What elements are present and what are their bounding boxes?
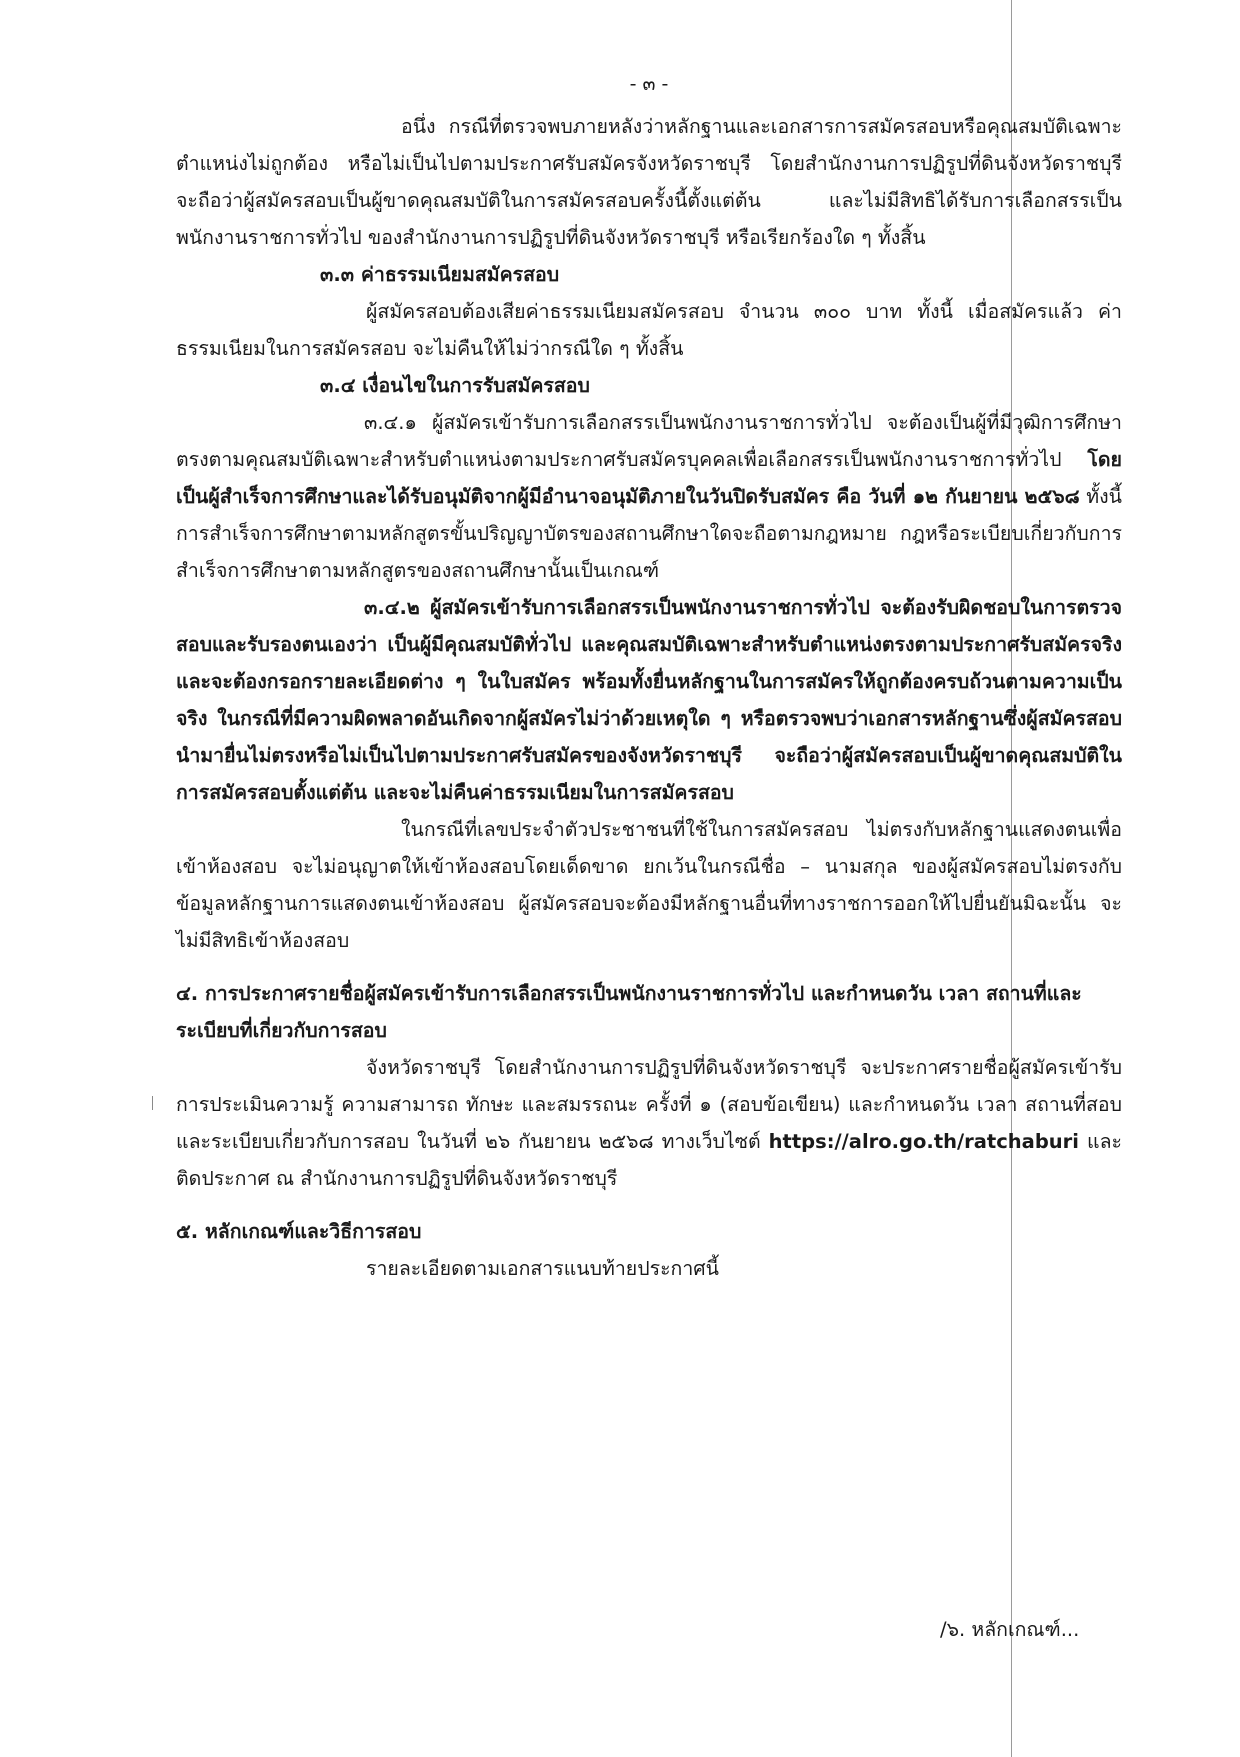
section-3-4-heading: ๓.๔ เงื่อนไขในการรับสมัครสอบ <box>320 374 590 397</box>
section-5-heading: ๕. หลักเกณฑ์และวิธีการสอบ <box>176 1220 422 1243</box>
id-card-paragraph: ในกรณีที่เลขประจำตัวประชาชนที่ใช้ในการสมัครสอบ ไม่ตรงกับหลักฐานแสดงตนเพื่อเข้าห้องสอบ จะไม่อนุญาตให้เข้าห้องสอบโดยเด็ดขาด ยกเว้นในกรณีชื่อ – นามสกุล ของผู้สมัครสอบไม่ตรงกับข้อมูลหลักฐานการแสดงตนเข้าห้องสอบ ผู้สมัครสอบจะต้องมีหลักฐานอื่นที่ทางราชการออกให้ไปยื่นยันมิฉะนั้น จะไม่มีสิทธิเข้าห้องสอบ <box>176 818 1122 952</box>
section-3-4-1-text-bold: โดยเป็นผู้สำเร็จการศึกษาและได้รับอนุมัติจากผู้มีอำนาจอนุมัติภายในวันปิดรับสมัคร คือ วันที่ ๑๒ กันยายน ๒๕๖๘ <box>176 448 1122 508</box>
scan-stray-mark <box>152 1096 153 1110</box>
section-5-body: รายละเอียดตามเอกสารแนบท้ายประกาศนี้ <box>366 1257 720 1280</box>
section-3-3-body: ผู้สมัครสอบต้องเสียค่าธรรมเนียมสมัครสอบ จำนวน ๓๐๐ บาท ทั้งนี้ เมื่อสมัครแล้ว ค่าธรรมเนียมในการสมัครสอบ จะไม่คืนให้ไม่ว่ากรณีใด ๆ ทั้งสิ้น <box>176 300 1122 360</box>
website-url: https://alro.go.th/ratchaburi <box>768 1130 1079 1153</box>
intro-paragraph: อนึ่ง กรณีที่ตรวจพบภายหลังว่าหลักฐานและเอกสารการสมัครสอบหรือคุณสมบัติเฉพาะตำแหน่งไม่ถูกต้อง หรือไม่เป็นไปตามประกาศรับสมัครจังหวัดราชบุรี โดยสำนักงานการปฏิรูปที่ดินจังหวัดราชบุรี จะถือว่าผู้สมัครสอบเป็นผู้ขาดคุณสมบัติในการสมัครสอบครั้งนี้ตั้งแต่ต้น และไม่มีสิทธิได้รับการเลือกสรรเป็นพนักงานราชการทั่วไป ของสำนักงานการปฏิรูปที่ดินจังหวัดราชบุรี หรือเรียกร้องใด ๆ ทั้งสิ้น <box>176 115 1122 249</box>
footer-continuation: /๖. หลักเกณฑ์... <box>940 1618 1080 1641</box>
document-body <box>176 70 1122 1287</box>
section-4-text-b: และติดประกาศ ณ สำนักงานการปฏิรูปที่ดินจังหวัดราชบุรี <box>176 1130 1122 1190</box>
section-3-4-1-paragraph <box>176 404 1122 589</box>
page-number: - ๓ - <box>629 73 669 95</box>
section-3-4-1-text-b: ทั้งนี้ การสำเร็จการศึกษาตามหลักสูตรขั้นปริญญาบัตรของสถานศึกษาใดจะถือตามกฎหมาย กฎหรือระเบียบเกี่ยวกับการสำเร็จการศึกษาตามหลักสูตรของสถานศึกษานั้นเป็นเกณฑ์ <box>176 485 1123 582</box>
section-4-heading: ๔. การประกาศรายชื่อผู้สมัครเข้ารับการเลือกสรรเป็นพนักงานราชการทั่วไป และกำหนดวัน เวลา สถานที่และระเบียบที่เกี่ยวกับการสอบ <box>176 982 1082 1042</box>
section-3-4-1-text-a: ๓.๔.๑ ผู้สมัครเข้ารับการเลือกสรรเป็นพนักงานราชการทั่วไป จะต้องเป็นผู้ที่มีวุฒิการศึกษาตรงตามคุณสมบัติเฉพาะสำหรับตำแหน่งตามประกาศรับสมัครบุคคลเพื่อเลือกสรรเป็นพนักงานราชการทั่วไป <box>176 411 1122 471</box>
section-4-text-a: จังหวัดราชบุรี โดยสำนักงานการปฏิรูปที่ดินจังหวัดราชบุรี จะประกาศรายชื่อผู้สมัครเข้ารับการประเมินความรู้ ความสามารถ ทักษะ และสมรรถนะ ครั้งที่ ๑ (สอบข้อเขียน) และกำหนดวัน เวลา สถานที่สอบและระเบียบเกี่ยวกับการสอบ ในวันที่ ๒๖ กันยายน ๒๕๖๘ ทางเว็บไซต์ <box>176 1056 1122 1153</box>
section-3-3-heading: ๓.๓ ค่าธรรมเนียมสมัครสอบ <box>320 263 560 286</box>
section-3-4-2-paragraph: ๓.๔.๒ ผู้สมัครเข้ารับการเลือกสรรเป็นพนักงานราชการทั่วไป จะต้องรับผิดชอบในการตรวจสอบและรับรองตนเองว่า เป็นผู้มีคุณสมบัติทั่วไป และคุณสมบัติเฉพาะสำหรับตำแหน่งตรงตามประกาศรับสมัครจริง และจะต้องกรอกรายละเอียดต่าง ๆ ในใบสมัคร พร้อมทั้งยื่นหลักฐานในการสมัครให้ถูกต้องครบถ้วนตามความเป็นจริง ในกรณีที่มีความผิดพลาดอันเกิดจากผู้สมัครไม่ว่าด้วยเหตุใด ๆ หรือตรวจพบว่าเอกสารหลักฐานซึ่งผู้สมัครสอบนำมายื่นไม่ตรงหรือไม่เป็นไปตามประกาศรับสมัครของจังหวัดราชบุรี จะถือว่าผู้สมัครสอบเป็นผู้ขาดคุณสมบัติในการสมัครสอบตั้งแต่ต้น และจะไม่คืนค่าธรรมเนียมในการสมัครสอบ <box>176 596 1122 804</box>
section-4-body <box>176 1049 1122 1197</box>
